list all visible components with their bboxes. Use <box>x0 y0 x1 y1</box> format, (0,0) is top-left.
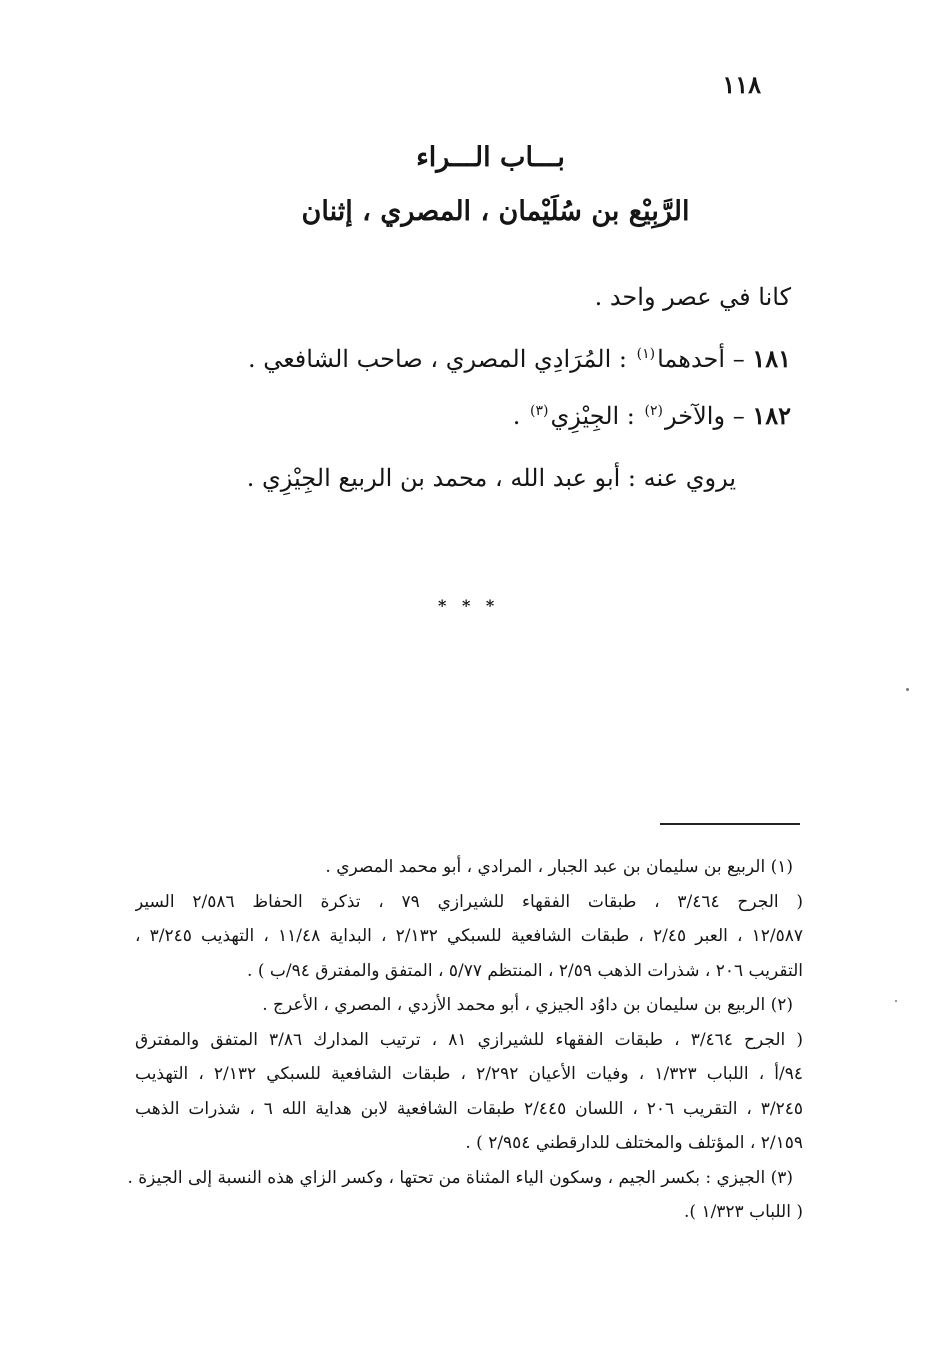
entry-dash: – <box>732 402 745 430</box>
footnote-ref: (٢) <box>644 403 664 419</box>
footnote-line: ( الجرح ٣/٤٦٤ ، طبقات الفقهاء للشيرازي ٨١ ، ترتيب المدارك ٣/٨٦ المتفق والمفترق <box>135 1029 803 1050</box>
footnote-line: ٢/١٥٩ ، المؤتلف والمختلف للدارقطني ٢/٩٥٤ ) . <box>465 1133 803 1153</box>
entry-text: . <box>512 402 521 430</box>
footnotes <box>127 850 803 1230</box>
entry-number: ١٨١ <box>752 344 791 373</box>
footnote-divider <box>660 823 800 825</box>
footnote-line: ( اللباب ١/٣٢٣ ). <box>683 1202 803 1222</box>
entry-182 <box>513 401 791 430</box>
footnote-ref: (٣) <box>529 403 549 419</box>
entry-181 <box>248 344 791 373</box>
entry-text: : الجِيْزِي <box>550 402 635 430</box>
entry-number: ١٨٢ <box>752 401 791 430</box>
chapter-title: بـــاب الـــراء <box>416 142 565 173</box>
footnote-line: ( الجرح ٣/٤٦٤ ، طبقات الفقهاء للشيرازي ٧٩ ، تذكرة الحفاظ ٢/٥٨٦ السير <box>135 891 803 912</box>
entry-dash: – <box>732 345 745 373</box>
footnote-line: ١٢/٥٨٧ ، العبر ٢/٤٥ ، طبقات الشافعية للسبكي ٢/١٣٢ ، البداية ١١/٤٨ ، التهذيب ٣/٢٤٥ ، <box>135 926 803 946</box>
entry-text: أحدهما <box>657 345 726 373</box>
page-number: ١١٨ <box>722 70 761 99</box>
narrator-line: يروي عنه : أبو عبد الله ، محمد بن الربيع الجِيْزِي . <box>246 464 736 492</box>
entry-title: الرَّبِيْع بن سُلَيْمان ، المصري ، إثنان <box>301 196 690 227</box>
intro-line: كانا في عصر واحد . <box>594 283 791 311</box>
footnote-line: ٣/٢٤٥ ، التقريب ٢٠٦ ، اللسان ٢/٤٤٥ طبقات الشافعية لابن هداية الله ٦ ، شذرات الذهب <box>135 1098 803 1119</box>
section-separator: * * * <box>438 596 500 615</box>
footnote-line: (٢) الربيع بن سليمان بن داوُد الجيزي ، أبو محمد الأزدي ، المصري ، الأعرج . <box>262 995 793 1015</box>
scan-speck <box>906 688 909 691</box>
scan-speck <box>895 1000 897 1002</box>
footnote-line: (١) الربيع بن سليمان بن عبد الجبار ، المرادي ، أبو محمد المصري . <box>325 857 793 877</box>
footnote-line: التقريب ٢٠٦ ، شذرات الذهب ٢/٥٩ ، المنتظم ٥/٧٧ ، المتفق والمفترق ٩٤/ب ) . <box>247 960 803 981</box>
entry-text: : المُرَادِي المصري ، صاحب الشافعي . <box>247 345 627 373</box>
footnote-line: (٣) الجيزي : بكسر الجيم ، وسكون الياء المثناة من تحتها ، وكسر الزاي هذه النسبة إلى الجيزة . <box>127 1167 793 1188</box>
footnote-ref: (١) <box>636 346 656 362</box>
entry-text: والآخر <box>665 402 726 430</box>
footnote-line: ٩٤/أ ، اللباب ١/٣٢٣ ، وفيات الأعيان ٢/٢٩٢ ، طبقات الشافعية للسبكي ٢/١٣٢ ، التهذيب <box>135 1064 803 1084</box>
